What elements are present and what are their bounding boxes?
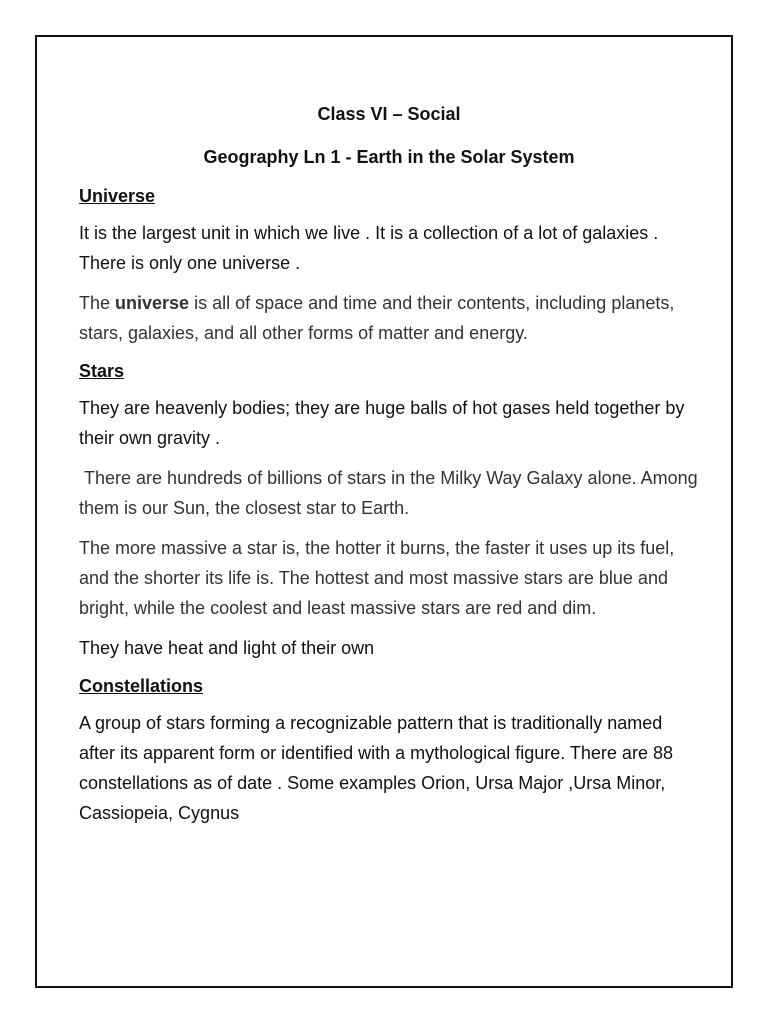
- universe-paragraph-2: [79, 288, 699, 348]
- universe-paragraph-2-prefix: The: [79, 293, 116, 313]
- stars-paragraph-3: The more massive a star is, the hotter it burns, the faster it uses up its fuel, and the shorter its life is. The hottest and most massive stars are blue and bright, while the coolest and least massive stars are red and dim.: [79, 538, 675, 618]
- lesson-title: Geography Ln 1 - Earth in the Solar System: [203, 147, 575, 167]
- heading-stars: Stars: [79, 361, 125, 381]
- heading-universe: Universe: [79, 186, 156, 206]
- page-border: [35, 35, 733, 988]
- heading-constellations: Constellations: [79, 676, 204, 696]
- constellations-paragraph-1: A group of stars forming a recognizable pattern that is traditionally named after its apparent form or identified with a mythological figure. There are 88 constellations as of date . Some examples Orion, Ursa Major ,Ursa Minor, Cassiopeia, Cygnus: [79, 713, 673, 823]
- universe-bold-term: universe: [115, 293, 190, 313]
- stars-paragraph-1: They are heavenly bodies; they are huge balls of hot gases held together by their own gravity .: [79, 398, 685, 448]
- class-title: Class VI – Social: [317, 104, 461, 124]
- stars-paragraph-2: There are hundreds of billions of stars in the Milky Way Galaxy alone. Among them is our Sun, the closest star to Earth.: [79, 468, 703, 518]
- universe-paragraph-2-rest: is all of space and time and their contents, including planets, stars, galaxies, and all other forms of matter and energy.: [79, 293, 675, 343]
- stars-paragraph-4: They have heat and light of their own: [79, 638, 375, 658]
- universe-paragraph-1: It is the largest unit in which we live . It is a collection of a lot of galaxies . There is only one universe .: [79, 223, 659, 273]
- document-body: [79, 101, 703, 838]
